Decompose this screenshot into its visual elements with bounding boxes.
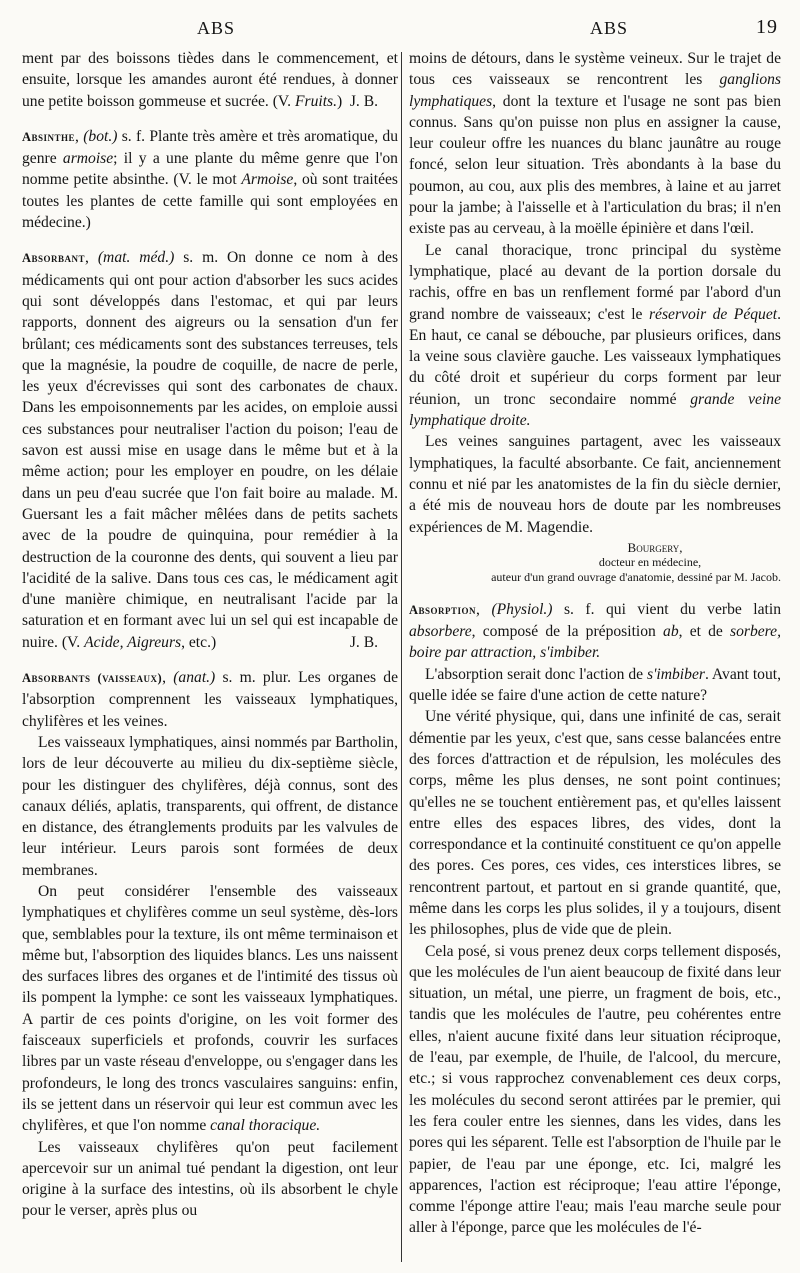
paragraph-fruits: ment par des boissons tièdes dans le commencement, et ensuite, lorsque les amandes auront été rendues, à donner une petite boisson gommeuse et sucrée. (V. Fruits.) J. B. (22, 48, 398, 112)
headword-absorbant: Absorbant (22, 251, 86, 266)
entry-absinthe: Absinthe, (bot.) s. f. Plante très amère et très aromatique, du genre armoise; il y a une plante du même genre que l'on nomme petite absinthe. (V. le mot Armoise, où sont traitées toutes les plantes de cette famille qui sont employées en médecine.) (22, 127, 398, 232)
header-right-word: ABS (590, 18, 629, 38)
author-name: Bourgery, (627, 539, 683, 555)
entry-absorption: Absorption, (Physiol.) s. f. qui vient du verbe latin absorbere, composé de la préposition ab, et de sorbere, boire par attraction, s'imbiber. (409, 600, 781, 662)
entry-absorbant: Absorbant, (mat. méd.) s. m. On donne ce nom à des médicaments qui ont pour action d'absorber les sucs acides qui sont développés dans l'estomac, et qui par leurs rapports, donnent des aigreurs ou la sensation d'un fer brûlant; ces médicaments sont des substances terreuses, tels que la magnésie, la poudre de coquille, de nacre de perle, les yeux d'écrevisses qui sont des carbonates de chaux. Dans les empoisonnements par les acides, on emploie aussi ces substances pour neutraliser l'action du poison; l'eau de savon est aussi mise en usage dans le même but et à la même action; pour les employer en poudre, on les délaie dans un peu d'eau sucrée que l'on fait boire au malade. M. Guersant les a fait mâcher mêlées dans de petits sachets avec de la poudre de quinquina, pour remédier à la destruction de la couronne des dents, qui souvent a lieu par l'acidité de la salive. Dans tous ces cas, le médicament agit d'une manière chimique, en neutralisant l'acide par la saturation et en formant avec lui un sel qui est incapable de nuire. (V. Acide, Aigreurs, etc.) J. B. (22, 247, 398, 653)
author-title: docteur en médecine, (598, 554, 702, 569)
paragraph-canal-thoracique: Le canal thoracique, tronc principal du système lymphatique, placé au devant de la portion dorsale du rachis, offre en bas un renflement formé par l'abord d'un grand nombre de vaisseaux; c'est le réservoir de Péquet. En haut, ce canal se débouche, par plusieurs orifices, dans la veine sous clavière gauche. Les vaisseaux lymphatiques du côté droit et supérieur du corps forment par leur réunion, un tronc secondaire nommé grande veine lymphatique droite. (409, 241, 781, 430)
page-number: 19 (756, 16, 778, 38)
paragraph-ensemble: On peut considérer l'ensemble des vaisseaux lymphatiques et chylifères comme un seul système, dès-lors que, semblables pour la texture, ils ont même terminaison et même but, l'absorption des liquides blancs. Les uns naissent des surfaces libres des organes et de l'intimité des tissus où ils pompent la lymphe: ce sont les vaisseaux lymphatiques. A partir de ces points d'origine, on les voit former des faisceaux superficiels et profonds, couvrir les surfaces libres par un vaste réseau d'enveloppe, ou s'engager dans les profondeurs, le long des troncs vasculaires sanguins: enfin, ils se jettent dans un réservoir qui leur est commun avec les chylifères, et que l'on nomme canal thoracique. (22, 882, 398, 1135)
header-left-word: ABS (197, 18, 236, 38)
paragraph-ganglions: moins de détours, dans le système veineux. Sur le trajet de tous ces vaisseaux se rencontrent les ganglions lymphatiques, dont la texture et l'usage ne sont pas bien connus. Sans qu'on puisse non plus en assigner la cause, leur couleur offre les nuances du blanc jaunâtre au rouge foncé, selon leur situation. Très abondants à la base du poumon, au cou, aux plis des membres, à laine et au jarret pour la jambe; à l'aisselle et à l'articulation du bras; il n'en existe pas au cerveau, à la moëlle épinière et dans l'œil. (409, 50, 781, 238)
running-header (22, 12, 778, 42)
right-column (409, 48, 781, 1266)
headword-absorbants: Absorbants (vaisseaux) (22, 671, 163, 686)
paragraph-imbiber: L'absorption serait donc l'action de s'imbiber. Avant tout, quelle idée se faire d'une action de cette nature? (409, 665, 781, 705)
signature-jb-2: J. B. (349, 633, 378, 651)
headword-absorption: Absorption (409, 602, 477, 617)
left-column (22, 48, 398, 1266)
paragraph-chyliferes: Les vaisseaux chylifères qu'on peut facilement apercevoir sur un animal tué pendant la digestion, ont leur origine à la surface des intestins, où ils absorbent le chyle pour le verser, après plus ou (22, 1138, 398, 1220)
paragraph-verite-physique: Une vérité physique, qui, dans une infinité de cas, serait démentie par les yeux, c'est que, sans cesse balancées entre des forces d'attraction et de répulsion, les molécules des corps, même les plus denses, ne sont point continues; qu'elles ne se touchent entièrement pas, et qu'elles laissent entre elles des espaces libres, des vides, dont la correspondance et la continuité constituent ce qu'on appelle des pores. Ces pores, ces vides, ces interstices libres, se rencontrent partout, et partout en si grande quantité, que, même dans les corps les plus solides, il y a toujours, disent les philosophes, plus de vide que de plein. (409, 708, 781, 939)
signature-jb: J. B. (349, 92, 378, 110)
entry-absorbants-vaisseaux: Absorbants (vaisseaux), (anat.) s. m. plur. Les organes de l'absorption comprennent les vaisseaux lymphatiques, chylifères et les veines. (22, 669, 398, 730)
headword-absinthe: Absinthe (22, 129, 76, 144)
author-work: auteur d'un grand ouvrage d'anatomie, dessiné par M. Jacob. (491, 569, 781, 584)
author-credit (409, 540, 781, 585)
paragraph-cela-pose: Cela posé, si vous prenez deux corps tellement disposés, que les molécules de l'un aient beaucoup de fixité dans leur situation, un métal, une pierre, un fragment de bois, etc., tandis que les molécules de l'autre, peu cohérentes entre elles, n'aient aucune fixité dans leur situation réciproque, de l'eau, par exemple, de l'huile, de l'alcool, du mercure, etc.; si vous rapprochez convenablement ces deux corps, les molécules du second seront attirées par le premier, qui les fera couler entre les siennes, dans les vides, dans les pores qui les séparent. Telle est l'absorption de l'huile par le papier, de l'eau par une éponge, etc. Ici, malgré les apparences, l'action est réciproque; l'eau attire l'éponge, comme l'éponge attire l'eau; mais l'eau marche seule pour aller à l'éponge, parce que les molécules de l'é- (409, 942, 781, 1237)
paragraph-lymphatiques: Les vaisseaux lymphatiques, ainsi nommés par Bartholin, lors de leur découverte au milieu du dix-septième siècle, pour les distinguer des chylifères, déjà connus, sont des canaux déliés, aplatis, transparents, qui offrent, de distance en distance, des étranglements produits par les valvules de leur intérieur. Leurs parois sont formées de deux membranes. (22, 733, 398, 879)
column-divider (401, 52, 402, 1262)
paragraph-veines: Les veines sanguines partagent, avec les vaisseaux lymphatiques, la faculté absorbante. Ce fait, anciennement connu et nié par les anatomistes de la fin du siècle dernier, a été mis de nouveau hors de doute par les nombreuses expériences de M. Magendie. (409, 433, 781, 536)
